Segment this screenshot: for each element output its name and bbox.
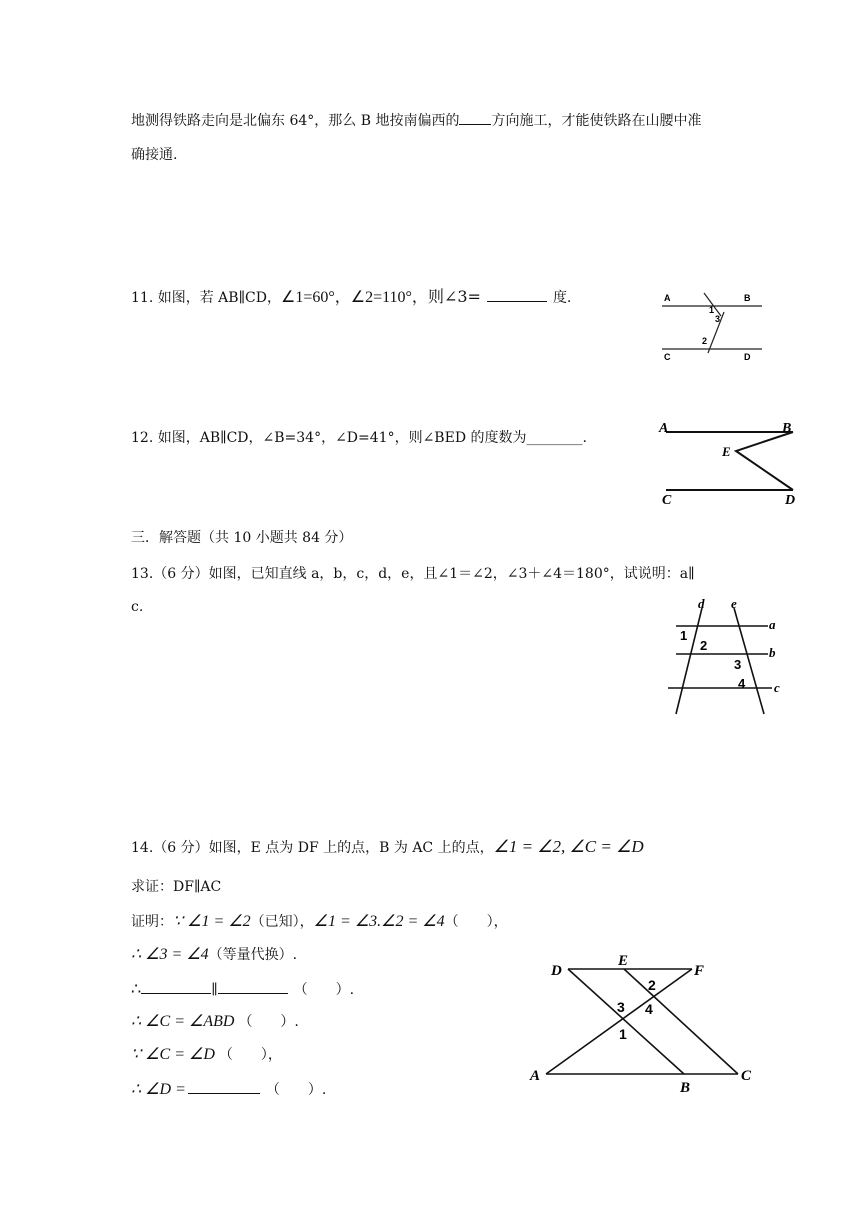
- q14-label-e: E: [618, 953, 629, 969]
- q13-label-c: c: [774, 680, 780, 695]
- q13-line-d: [676, 608, 702, 714]
- q14-label-b: B: [680, 1080, 691, 1096]
- q14-proof-line6: [131, 1079, 326, 1100]
- q11-label-b: B: [744, 293, 751, 303]
- q13-line2: c.: [131, 599, 144, 615]
- q12-label-a: A: [659, 421, 669, 436]
- q11-angle-label-2: 2: [702, 336, 708, 346]
- q14-proof1-math1: ∵ ∠1 = ∠2: [173, 913, 251, 930]
- q13-angle-label-4: 4: [738, 676, 746, 691]
- q10-line2: 确接通.: [131, 147, 178, 163]
- q11-label-a: A: [664, 293, 671, 303]
- q14-stem-text: 14.（6 分）如图，E 点为 DF 上的点，B 为 AC 上的点，: [131, 840, 494, 856]
- q11-angle1: ∠1=60°，: [280, 289, 351, 306]
- q12-figure: [656, 418, 806, 510]
- q14-angle-label-4: 4: [645, 1001, 653, 1017]
- q14-prove: 求证：DF∥AC: [131, 879, 222, 895]
- q13-figure: [664, 596, 789, 720]
- q14-stem: [131, 837, 644, 858]
- q14-proof3-parallel: ∥: [211, 982, 218, 998]
- q14-proof2-math: ∴ ∠3 = ∠4: [131, 946, 209, 963]
- q14-proof3-blank1: [141, 979, 211, 994]
- q14-proof4-reason: （ ）.: [238, 1014, 299, 1030]
- q14-angle-label-3: 3: [617, 999, 625, 1015]
- q12-label-b: B: [782, 421, 792, 436]
- q14-proof6-reason: （ ）.: [265, 1082, 327, 1098]
- q13-label-a: a: [769, 617, 776, 632]
- q14-proof-line2: [131, 945, 297, 965]
- q11-angle-label-1: 1: [709, 305, 715, 315]
- q14-proof2-reason: （等量代换）.: [208, 947, 298, 963]
- q10-text-a: 地测得铁路走向是北偏东 64°，那么 B 地按南偏西的: [131, 113, 460, 129]
- q11-prefix: 11. 如图，若 AB∥CD，: [131, 290, 281, 306]
- q14-proof5-math: ∵ ∠C = ∠D: [131, 1046, 215, 1063]
- q11-figure: [658, 290, 768, 365]
- q14-proof-line3: [131, 979, 354, 1000]
- q14-proof3-therefore: ∴: [131, 979, 142, 998]
- q14-figure: [524, 950, 764, 1095]
- q11-angle-label-3: 3: [715, 314, 721, 324]
- q11-answer-blank: [487, 287, 547, 302]
- q14-proof6-blank: [188, 1079, 260, 1094]
- q13-line1: 13.（6 分）如图，已知直线 a，b，c，d，e，且∠1＝∠2，∠3＋∠4＝180°，试说明：a∥: [131, 566, 695, 582]
- q14-label-a: A: [530, 1068, 541, 1084]
- q14-angle-label-1: 1: [619, 1026, 627, 1042]
- section3-heading: 三．解答题（共 10 小题共 84 分）: [131, 530, 353, 546]
- q12-label-c: C: [662, 493, 672, 508]
- q11-angle2: ∠2=110°，: [350, 289, 428, 306]
- q14-proof3-reason: （ ）.: [293, 982, 355, 998]
- q14-proof1-reason: （已知），: [250, 914, 314, 930]
- q14-proof-line4: [131, 1012, 299, 1032]
- q14-angle-label-2: 2: [648, 977, 656, 993]
- q13-angle-label-1: 1: [680, 628, 688, 643]
- q13-angle-label-2: 2: [700, 638, 708, 653]
- q14-stem-math: ∠1 = ∠2, ∠C = ∠D: [493, 837, 644, 856]
- q14-proof1-lead: 证明：: [131, 914, 173, 930]
- q14-proof-line1: [131, 912, 508, 932]
- q14-label-d: D: [551, 963, 562, 979]
- q10-answer-blank: [459, 110, 491, 125]
- q13-angle-label-3: 3: [734, 657, 742, 672]
- q11-label-c: C: [664, 352, 671, 362]
- q14-proof5-reason: （ ），: [218, 1047, 282, 1063]
- q11-then: 则∠3=: [427, 287, 481, 306]
- q13-label-b: b: [769, 645, 776, 660]
- q14-proof1-blank-reason: （ ），: [444, 914, 508, 930]
- q12-label-d: D: [785, 493, 796, 508]
- q14-line-af: [546, 969, 692, 1074]
- q14-proof6-math: ∴ ∠D =: [131, 1081, 186, 1098]
- q13-label-e: e: [731, 596, 737, 611]
- q11-label-d: D: [744, 352, 751, 362]
- q14-label-f: F: [694, 963, 705, 979]
- q10-text-b: 方向施工，才能使铁路在山腰中准: [491, 113, 702, 129]
- q12-label-e: E: [722, 444, 731, 459]
- q11-suffix: 度.: [552, 290, 572, 306]
- q10-line1: [131, 110, 701, 131]
- q12-broken-line-bed: [736, 432, 793, 490]
- q12-text: 12. 如图，AB∥CD，∠B=34°，∠D=41°，则∠BED 的度数为________.: [131, 430, 587, 446]
- q14-proof1-math2: ∠1 = ∠3.∠2 = ∠4: [313, 913, 445, 930]
- q13-label-d: d: [698, 596, 705, 611]
- q14-line-db: [568, 969, 684, 1074]
- q14-label-c: C: [741, 1068, 752, 1084]
- q11-text: [131, 287, 571, 308]
- q14-line-ec: [624, 969, 738, 1074]
- q14-proof4-math: ∴ ∠C = ∠ABD: [131, 1013, 235, 1030]
- q14-proof-line5: [131, 1045, 282, 1065]
- q14-proof3-blank2: [218, 979, 288, 994]
